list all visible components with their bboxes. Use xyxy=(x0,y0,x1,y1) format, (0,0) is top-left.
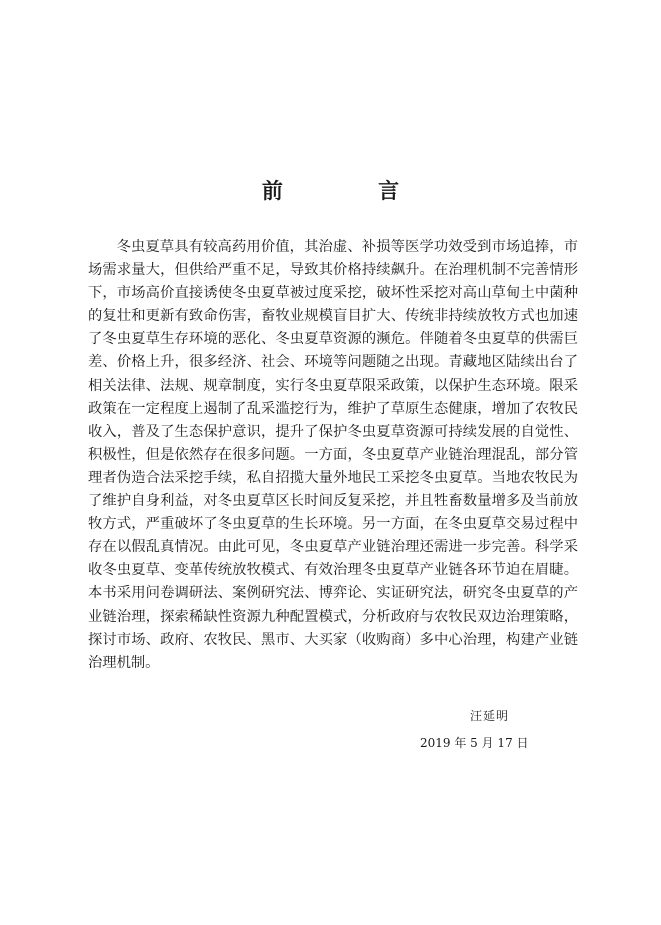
signature-date: 2019 年 5 月 17 日 xyxy=(420,736,529,750)
preface-paragraph: 冬虫夏草具有较高药用价值，其治虚、补损等医学功效受到市场追捧，市场需求量大，但供给严重不足，导致其价格持续飙升。在治理机制不完善情形下，市场高价直接诱使冬虫夏草被过度采挖，破坏性采挖对高山草甸土中菌种的复壮和更新有致命伤害，畜牧业规模盲目扩大、传统非持续放牧方式也加速了冬虫夏草生存环境的恶化、冬虫夏草资源的濒危。伴随着冬虫夏草的供需巨差、价格上升，很多经济、社会、环境等问题随之出现。青藏地区陆续出台了相关法律、法规、规章制度，实行冬虫夏草限采政策，以保护生态环境。限采政策在一定程度上遏制了乱采滥挖行为，维护了草原生态健康，增加了农牧民收入，普及了生态保护意识，提升了保护冬虫夏草资源可持续发展的自觉性、积极性，但是依然存在很多问题。一方面，冬虫夏草产业链治理混乱，部分管理者伪造合法采挖手续，私自招揽大量外地民工采挖冬虫夏草。当地农牧民为了维护自身利益，对冬虫夏草区长时间反复采挖，并且牲畜数量增多及当前放牧方式，严重破坏了冬虫夏草的生长环境。另一方面，在冬虫夏草交易过程中存在以假乱真情况。由此可见，冬虫夏草产业链治理还需进一步完善。科学采收冬虫夏草、变革传统放牧模式、有效治理冬虫夏草产业链各环节迫在眉睫。本书采用问卷调研法、案例研究法、博弈论、实证研究法，研究冬虫夏草的产业链治理，探索稀缺性资源九种配置模式，分析政府与农牧民双边治理策略，探讨市场、政府、农牧民、黑市、大买家（收购商）多中心治理，构建产业链治理机制。 xyxy=(88,239,578,671)
page-title: 前 言 xyxy=(261,179,444,203)
author-signature: 汪延明 xyxy=(470,709,510,723)
